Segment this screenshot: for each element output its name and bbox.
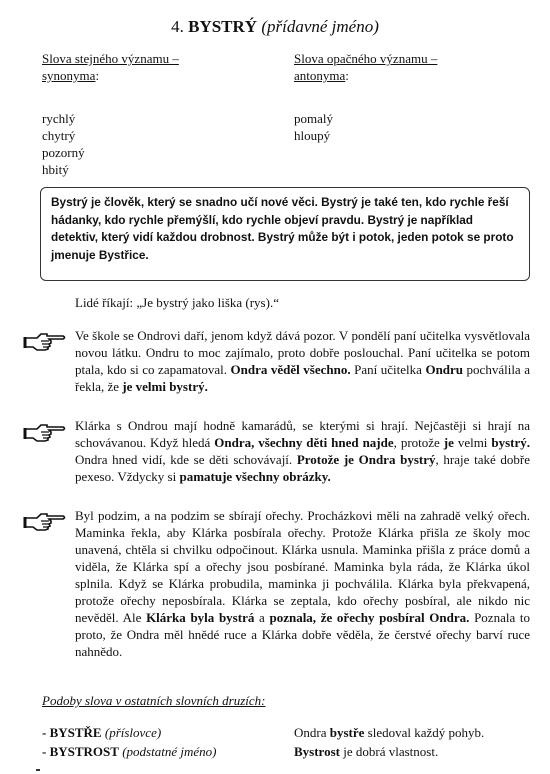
title-number: 4.	[171, 17, 184, 36]
title-word: BYSTRÝ	[188, 17, 258, 36]
pointing-hand-icon	[23, 509, 67, 535]
synonyms-heading-line1: Slova stejného významu –	[42, 51, 179, 66]
page-title	[0, 18, 550, 35]
synonyms-list	[42, 110, 272, 178]
synonyms-column	[42, 50, 272, 178]
synonym-item: rychlý	[42, 111, 76, 126]
form-example: Bystrost je dobrá vlastnost.	[294, 744, 439, 759]
antonym-item: pomalý	[294, 111, 333, 126]
antonyms-column	[294, 50, 524, 144]
pointing-hand-icon	[23, 420, 67, 446]
antonyms-heading-line1: Slova opačného významu –	[294, 51, 438, 66]
antonym-item: hloupý	[294, 128, 331, 143]
other-form-row	[42, 743, 522, 760]
page-mark	[36, 769, 40, 771]
saying-text: Lidé říkají: „Je bystrý jako liška (rys).“	[75, 295, 279, 310]
form-class: (podstatné jméno)	[122, 744, 217, 759]
pointing-hand-icon	[23, 329, 67, 355]
synonym-item: chytrý	[42, 128, 76, 143]
form-term: - BYSTŘE	[42, 725, 102, 740]
synonym-item: pozorný	[42, 145, 85, 160]
form-term: - BYSTROST	[42, 744, 119, 759]
story-paragraph-2: Klárka s Ondrou mají hodně kamarádů, se kterými si hrají. Nejčastěji si hrají na schovávanou. Když hledá Ondra, všechny děti hned najde, protože je velmi bystrý. Ondra hned vidí, kde se děti schovávají. Protože je Ondra bystrý, hraje také dobře pexeso. Vždycky si pamatuje všechny obrázky.	[75, 418, 531, 484]
other-forms-heading: Podoby slova v ostatních slovních druzích:	[42, 693, 266, 708]
form-class: (příslovce)	[104, 725, 162, 740]
synonym-item: hbitý	[42, 162, 69, 177]
title-part-of-speech: (přídavné jméno)	[261, 17, 379, 36]
antonyms-heading-line2: antonyma:	[294, 68, 349, 83]
synonyms-heading-line2: synonyma:	[42, 68, 100, 83]
antonyms-list	[294, 110, 524, 144]
other-form-row	[42, 724, 522, 741]
definition-box: Bystrý je člověk, který se snadno učí nové věci. Bystrý je také ten, kdo rychle řeší hádanky, kdo rychle přemýšlí, kdo rychle objeví pravdu. Bystrý je například detektiv, který vidí každou drobnost. Bystrý může být i potok, jeden potok se proto jmenuje Bystřice.	[40, 187, 530, 281]
story-paragraph-3: Byl podzim, a na podzim se sbírají ořechy. Procházkovi měli na zahradě velký ořech. Maminka řekla, aby Klárka posbírala ořechy. Protože Klárka přišla ze školy moc unavená, chtěla si chvilku odpočinout. Klárka usnula. Maminka přišla z práce domů a viděla, že Klárka spí a ořechy jsou posbírané. Maminka byla ráda, že Klárka úkol splnila. Když se Klárka probudila, maminka ji pochválila. Klárka byla překvapená, protože ořechy neposbírala. Klárka se zeptala, kdo ořechy posbíral, ale nikdo nic nevěděl. Ale Klárka byla bystrá a poznala, že ořechy posbíral Ondra. Poznala to proto, že Ondra měl hnědé ruce a Klárka dobře věděla, že čerstvé ořechy barví ruce nahnědo.	[75, 508, 530, 659]
story-paragraph-1: Ve škole se Ondrovi daří, jenom když dává pozor. V pondělí paní učitelka vysvětlovala novou látku. Ondru to moc zajímalo, proto dobře poslouchal. Paní učitelka se potom ptala, kdo si co zapamatoval. Ondra věděl všechno. Paní učitelka Ondru pochválila a řekla, že je velmi bystrý.	[75, 328, 530, 394]
form-example: Ondra bystře sledoval každý pohyb.	[294, 725, 485, 740]
